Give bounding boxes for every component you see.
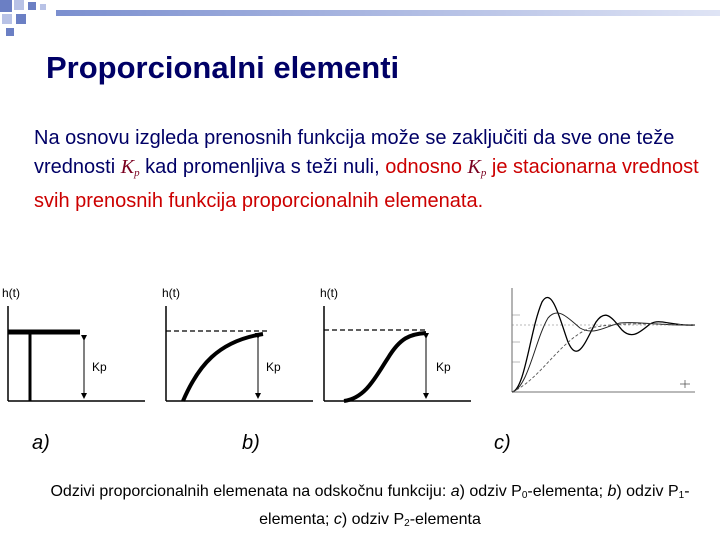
paragraph-text-3: odnosno	[385, 155, 468, 178]
graph-label-c: c)	[494, 432, 511, 454]
corner-squares-icon	[0, 0, 60, 40]
graph-b-p1-response	[158, 276, 318, 406]
paragraph-text-1: Na osnovu izgleda prenosnih funkcija može se zaključiti da sve one teže vrednosti	[34, 127, 675, 178]
graph-b-curve	[183, 334, 263, 401]
corner-decoration	[0, 0, 60, 40]
kp-symbol-1: $K_p$	[120, 155, 140, 179]
graph-c-curve	[344, 333, 426, 401]
graph-a-kp-label: Kp	[92, 360, 107, 374]
graph-label-a: a)	[32, 432, 50, 454]
kp-symbol-2: $K_p$	[467, 155, 487, 179]
paragraph-text-2: kad promenljiva s teži nuli,	[139, 155, 386, 178]
graph-a-y-label: h(t)	[2, 286, 20, 300]
graph-c-kp-label: Kp	[436, 360, 451, 374]
graph-c-oscillatory-responses	[490, 280, 700, 400]
graph-c2-damped-curve	[512, 313, 695, 392]
graph-a-p0-response	[0, 276, 150, 406]
paragraph-text-4: je stacionarna vrednost svih prenosnih funkcija proporcionalnih elemenata.	[34, 155, 699, 212]
graph-label-b: b)	[242, 432, 260, 454]
graph-c2-overdamped-curve	[512, 324, 695, 392]
graph-c-p2-response	[316, 276, 476, 406]
graph-b-kp-label: Kp	[266, 360, 281, 374]
header-rule	[56, 10, 720, 16]
graph-c-y-label: h(t)	[320, 286, 338, 300]
slide-title: Proporcionalni elementi	[46, 50, 400, 85]
figure-caption: Odzivi proporcionalnih elemenata na odskočnu funkciju: a) odziv $P_0$-elementa; b) odziv $P_1$-elementa; c) odziv $P_2$-elementa	[50, 483, 690, 529]
graph-b-y-label: h(t)	[162, 286, 180, 300]
slide-paragraph	[34, 124, 714, 216]
graph-c2-underdamped-curve	[512, 297, 695, 392]
